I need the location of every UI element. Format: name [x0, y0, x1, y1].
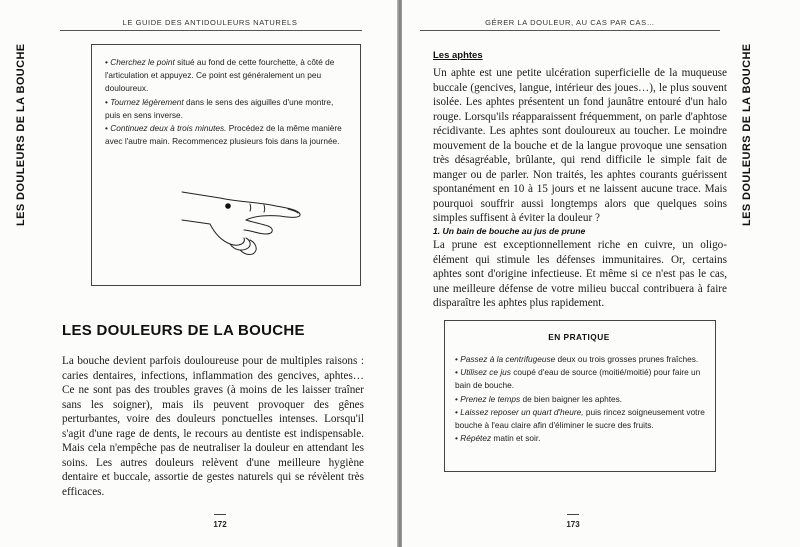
- box-item: • Passez à la centrifugeuse deux ou trois grosses prunes fraîches.: [455, 354, 699, 364]
- right-page: [402, 0, 800, 547]
- page-number-left: 172: [213, 520, 227, 529]
- folio-rule-left: [214, 514, 226, 515]
- body-text-aphtes: Un aphte est une petite ulcération superficielle de la muqueuse buccale (gencives, langue, intérieur des joues…), le plus souvent isolée. Les aphtes présentent un fond jaunâtre entouré d'un halo rouge. Lorsqu'ils réapparaissent fréquemment, on parle d'aphtose récidivante. Les aphtes sont douloureux au toucher. Le moindre mouvement de la bouche et de la langue provoque une sensation très désagréable, brûlante, qui rend difficile le simple fait de manger ou de parler. Non traités, les aphtes courants guérissent spontanément en 10 à 15 jours et ne laissent aucune trace. Mais pourquoi souffrir aussi longtemps alors que quelques soins simples suffisent à éviter la douleur ?: [433, 67, 727, 224]
- header-rule-right: [420, 30, 720, 31]
- left-page: [0, 0, 398, 547]
- subsection-title: 1. Un bain de bouche au jus de prune: [433, 226, 586, 236]
- pressure-point-marker: [225, 203, 231, 209]
- box-item: • Laissez reposer un quart d'heure, puis rincez soigneusement votre bouche à l'eau claire afin d'éliminer le sucre des fruits.: [455, 406, 705, 431]
- side-tab-left: LES DOULEURS DE LA BOUCHE: [15, 43, 27, 226]
- body-text-left: La bouche devient parfois douloureuse pour de multiples raisons : caries dentaires, infections, inflammation des gencives, aphtes… Ce ne sont pas des troubles graves (à moins de les laisser traîner sans les soigner), mais ils peuvent provoquer des gênes perturbantes, voire des douleurs ponctuelles intenses. Lorsqu'il s'agit d'une rage de dents, le recours au dentiste est indispensable. Mais cela n'empêche pas de neutraliser la douleur en attendant les soins. Les autres douleurs relèvent d'une meilleure hygiène dentaire et buccale, assortie de gestes naturels qui se révèlent très efficaces.: [62, 355, 364, 498]
- running-head-right: GÉRER LA DOULEUR, AU CAS PAR CAS…: [485, 18, 655, 27]
- box-item: • Tournez légèrement dans le sens des aiguilles d'une montre, puis en sens inverse.: [105, 96, 334, 120]
- box-list-left: [105, 56, 350, 148]
- body-text-prune: La prune est exceptionnellement riche en cuivre, un oligo-élément qui stimule les défenses immunitaires. Or, certains aphtes sont d'origine infectieuse. Et même si ce n'est pas le cas, une meilleure défense de votre milieu buccal contribuera à faire disparaître les aphtes plus rapidement.: [433, 239, 727, 309]
- subheading-aphtes: Les aphtes: [433, 50, 483, 61]
- section-title: LES DOULEURS DE LA BOUCHE: [62, 322, 305, 339]
- box-item: • Répétez matin et soir.: [455, 433, 541, 444]
- running-head-left: LE GUIDE DES ANTIDOULEURS NATURELS: [122, 18, 298, 27]
- page-number-right: 173: [566, 520, 580, 529]
- box-item: • Prenez le temps de bien baigner les aphtes.: [455, 393, 623, 404]
- en-pratique-title: EN PRATIQUE: [548, 332, 610, 342]
- box-item: • Utilisez ce jus coupé d'eau de source (moitié/moitié) pour faire un bain de bouche.: [455, 367, 701, 391]
- box-item: • Continuez deux à trois minutes. Procédez de la même manière avec l'autre main. Recommencez plusieurs fois dans la journée.: [105, 123, 342, 147]
- hand-illustration: [180, 180, 310, 260]
- side-tab-right: LES DOULEURS DE LA BOUCHE: [741, 43, 753, 226]
- header-rule-left: [60, 30, 362, 31]
- box-list-right: [455, 353, 707, 445]
- folio-rule-right: [567, 514, 579, 515]
- box-item: • Cherchez le point situé au fond de cette fourchette, à côté de l'articulation et appuyez. Ce point est généralement un peu douloureux.: [105, 57, 335, 94]
